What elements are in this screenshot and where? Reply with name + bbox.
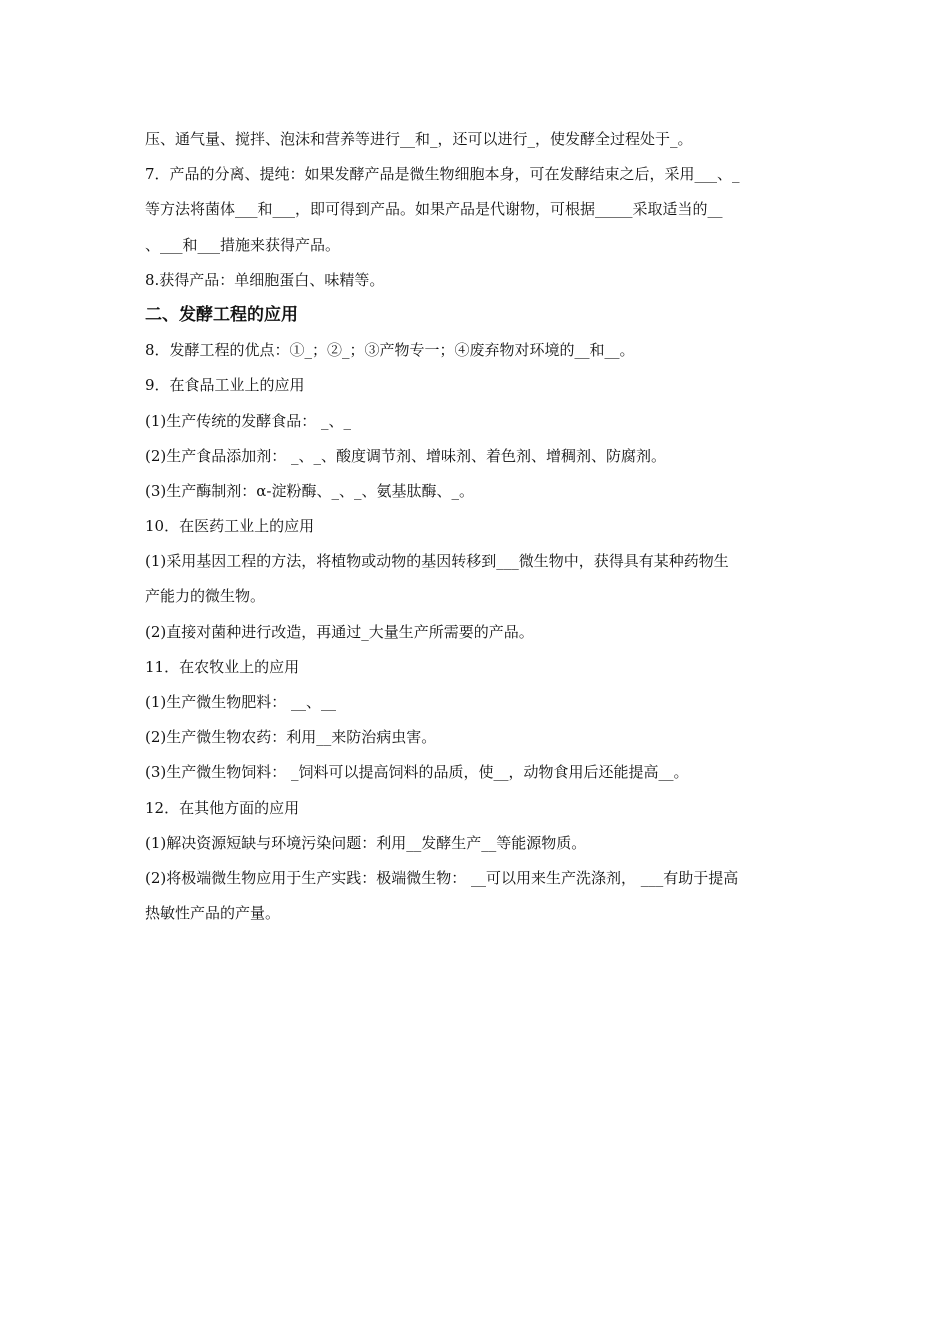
text-line: (1)采用基因工程的方法，将植物或动物的基因转移到___微生物中，获得具有某种药物生 xyxy=(145,552,729,571)
text-line: (1)生产微生物肥料： __、__ xyxy=(145,693,337,711)
section-heading: 二、发酵工程的应用 xyxy=(145,304,298,325)
text-line: 9．在食品工业上的应用 xyxy=(145,376,305,395)
text-line: 热敏性产品的产量。 xyxy=(145,904,281,923)
text-line: 8．发酵工程的优点：①_；②_；③产物专一；④废弃物对环境的__和__。 xyxy=(145,341,635,360)
text-line: (1)生产传统的发酵食品： _、_ xyxy=(145,411,352,430)
text-line: 产能力的微生物。 xyxy=(145,587,266,606)
text-line: (2)直接对菌种进行改造，再通过_大量生产所需要的产品。 xyxy=(145,622,534,641)
text-line: (2)生产食品添加剂： _、_、酸度调节剂、增味剂、着色剂、增稠剂、防腐剂。 xyxy=(145,446,667,465)
text-line: (3)生产酶制剂：α-淀粉酶、_、_、氨基肽酶、_。 xyxy=(145,481,474,500)
text-line: 等方法将菌体___和___，即可得到产品。如果产品是代谢物，可根据_____采取适当的__ xyxy=(145,200,723,219)
text-line: (2)生产微生物农药：利用__来防治病虫害。 xyxy=(145,728,437,747)
text-line: 7．产品的分离、提纯：如果发酵产品是微生物细胞本身，可在发酵结束之后，采用___、_ xyxy=(145,165,740,184)
text-line: (2)将极端微生物应用于生产实践：极端微生物： __可以用来生产洗涤剂， ___有助于提高 xyxy=(145,868,739,887)
text-line: 8.获得产品：单细胞蛋白、味精等。 xyxy=(145,270,385,289)
text-line: 11．在农牧业上的应用 xyxy=(145,657,300,676)
text-line: (1)解决资源短缺与环境污染问题：利用__发酵生产__等能源物质。 xyxy=(145,833,587,852)
text-line: 10．在医药工业上的应用 xyxy=(145,517,315,536)
text-line: 压、通气量、搅拌、泡沫和营养等进行__和_，还可以进行_，使发酵全过程处于_。 xyxy=(145,130,693,148)
text-line: 12．在其他方面的应用 xyxy=(145,798,300,817)
text-line: (3)生产微生物饲料： _饲料可以提高饲料的品质，使__，动物食用后还能提高__。 xyxy=(145,763,689,782)
text-line: 、___和___措施来获得产品。 xyxy=(145,235,341,254)
document-page xyxy=(145,122,825,931)
